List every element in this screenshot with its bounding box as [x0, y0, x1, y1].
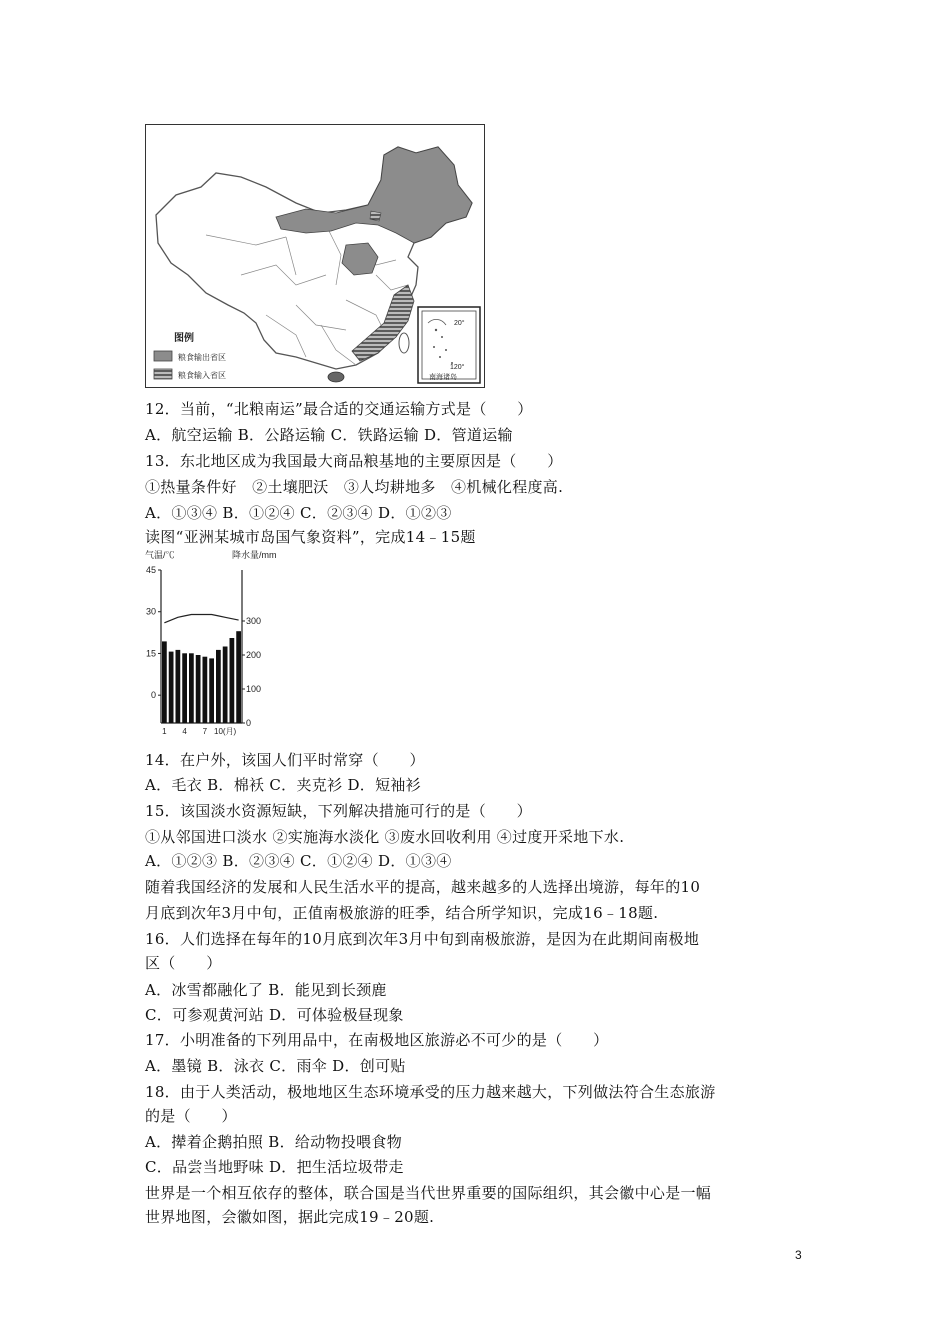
precip-axis-title: 降水量/mm — [232, 550, 277, 560]
month-tick-label: 10(月) — [214, 727, 237, 736]
climate-chart — [145, 548, 295, 738]
precip-bar — [203, 657, 208, 723]
page-number: 3 — [795, 1248, 802, 1262]
text-line: 13．东北地区成为我国最大商品粮基地的主要原因是（ ） — [145, 452, 563, 470]
text-line: 月底到次年3月中旬，正值南极旅游的旺季，结合所学知识，完成16﹣18题. — [145, 904, 659, 922]
text-line: 世界地图，会徽如图，据此完成19﹣20题. — [145, 1208, 435, 1226]
temp-axis-title: 气温/℃ — [145, 550, 175, 560]
precip-bar — [209, 658, 214, 723]
text-line: ①热量条件好 ②土壤肥沃 ③人均耕地多 ④机械化程度高. — [145, 478, 564, 496]
precip-bar — [162, 641, 167, 723]
text-line: 区（ ） — [145, 954, 222, 972]
text-line: 17．小明准备的下列用品中，在南极地区旅游必不可少的是（ ） — [145, 1031, 609, 1049]
precip-bar — [182, 653, 187, 723]
precip-bar — [189, 653, 194, 723]
text-line: 18．由于人类活动，极地地区生态环境承受的压力越来越大，下列做法符合生态旅游 — [145, 1083, 716, 1101]
import-region-beijing — [370, 211, 381, 221]
legend-import-label: 粮食输入省区 — [178, 371, 226, 380]
month-tick-label: 4 — [182, 727, 187, 736]
text-line: 12．当前，“北粮南运”最合适的交通运输方式是（ ） — [145, 400, 533, 418]
month-tick-label: 1 — [162, 727, 167, 736]
text-line: 15．该国淡水资源短缺，下列解决措施可行的是（ ） — [145, 802, 532, 820]
precip-tick-label: 200 — [246, 650, 262, 660]
text-line: A．①③④ B．①②④ C．②③④ D．①②③ — [145, 504, 452, 522]
text-line: 随着我国经济的发展和人民生活水平的提高，越来越多的人选择出境游，每年的10 — [145, 878, 701, 896]
text-line: A．①②③ B．②③④ C．①②④ D．①③④ — [145, 852, 452, 870]
temp-tick-label: 0 — [150, 690, 156, 701]
legend-export-swatch — [154, 351, 172, 361]
precip-tick-label: 300 — [246, 616, 262, 626]
precip-bar — [196, 655, 201, 723]
legend-export-label: 粮食输出省区 — [178, 353, 226, 362]
precip-tick-label: 0 — [246, 718, 252, 728]
legend-import-swatch — [154, 369, 172, 379]
month-tick-label: 7 — [202, 727, 208, 736]
text-line: 16．人们选择在每年的10月底到次年3月中旬到南极旅游，是因为在此期间南极地 — [145, 930, 700, 948]
text-line: A．撵着企鹅拍照 B．给动物投喂食物 — [145, 1133, 403, 1151]
precip-bar — [176, 650, 181, 723]
taiwan — [399, 333, 409, 353]
precip-bar — [236, 631, 241, 723]
text-line: A．航空运输 B．公路运输 C．铁路运输 D．管道运输 — [145, 426, 513, 444]
text-line: 的是（ ） — [145, 1107, 237, 1125]
text-line: C．可参观黄河站 D．可体验极昼现象 — [145, 1006, 404, 1024]
temp-tick-label: 15 — [145, 648, 156, 659]
precip-bar — [216, 650, 221, 723]
inset-title: 南海诸岛 — [429, 373, 457, 381]
text-line: ①从邻国进口淡水 ②实施海水淡化 ③废水回收利用 ④过度开采地下水. — [145, 828, 625, 846]
inset-lat-label: 20° — [454, 320, 465, 327]
text-line: 14．在户外，该国人们平时常穿（ ） — [145, 751, 425, 769]
text-line: C．品尝当地野味 D．把生活垃圾带走 — [145, 1158, 404, 1176]
temp-tick-label: 45 — [145, 565, 156, 575]
text-line: 世界是一个相互依存的整体，联合国是当代世界重要的国际组织，其会徽中心是一幅 — [145, 1184, 712, 1202]
temp-tick-label: 30 — [145, 606, 156, 617]
south-sea-inset — [418, 307, 480, 383]
precip-bar — [169, 652, 174, 723]
temp-line — [164, 615, 238, 623]
climate-chart-svg — [145, 548, 295, 738]
text-line: 读图“亚洲某城市岛国气象资料”，完成14﹣15题 — [145, 528, 476, 546]
precip-bar — [230, 638, 235, 723]
china-grain-map — [145, 124, 485, 388]
inset-lon-label: 120° — [450, 364, 465, 371]
text-line: A．毛衣 B．棉袄 C．夹克衫 D．短袖衫 — [145, 776, 421, 794]
china-map-drawing — [146, 125, 485, 388]
legend-title: 图例 — [174, 333, 194, 344]
text-line: A．墨镜 B．泳衣 C．雨伞 D．创可贴 — [145, 1057, 406, 1075]
hainan — [328, 372, 344, 382]
text-line: A．冰雪都融化了 B．能见到长颈鹿 — [145, 981, 387, 999]
precip-tick-label: 100 — [246, 684, 262, 694]
precip-bar — [223, 647, 228, 724]
